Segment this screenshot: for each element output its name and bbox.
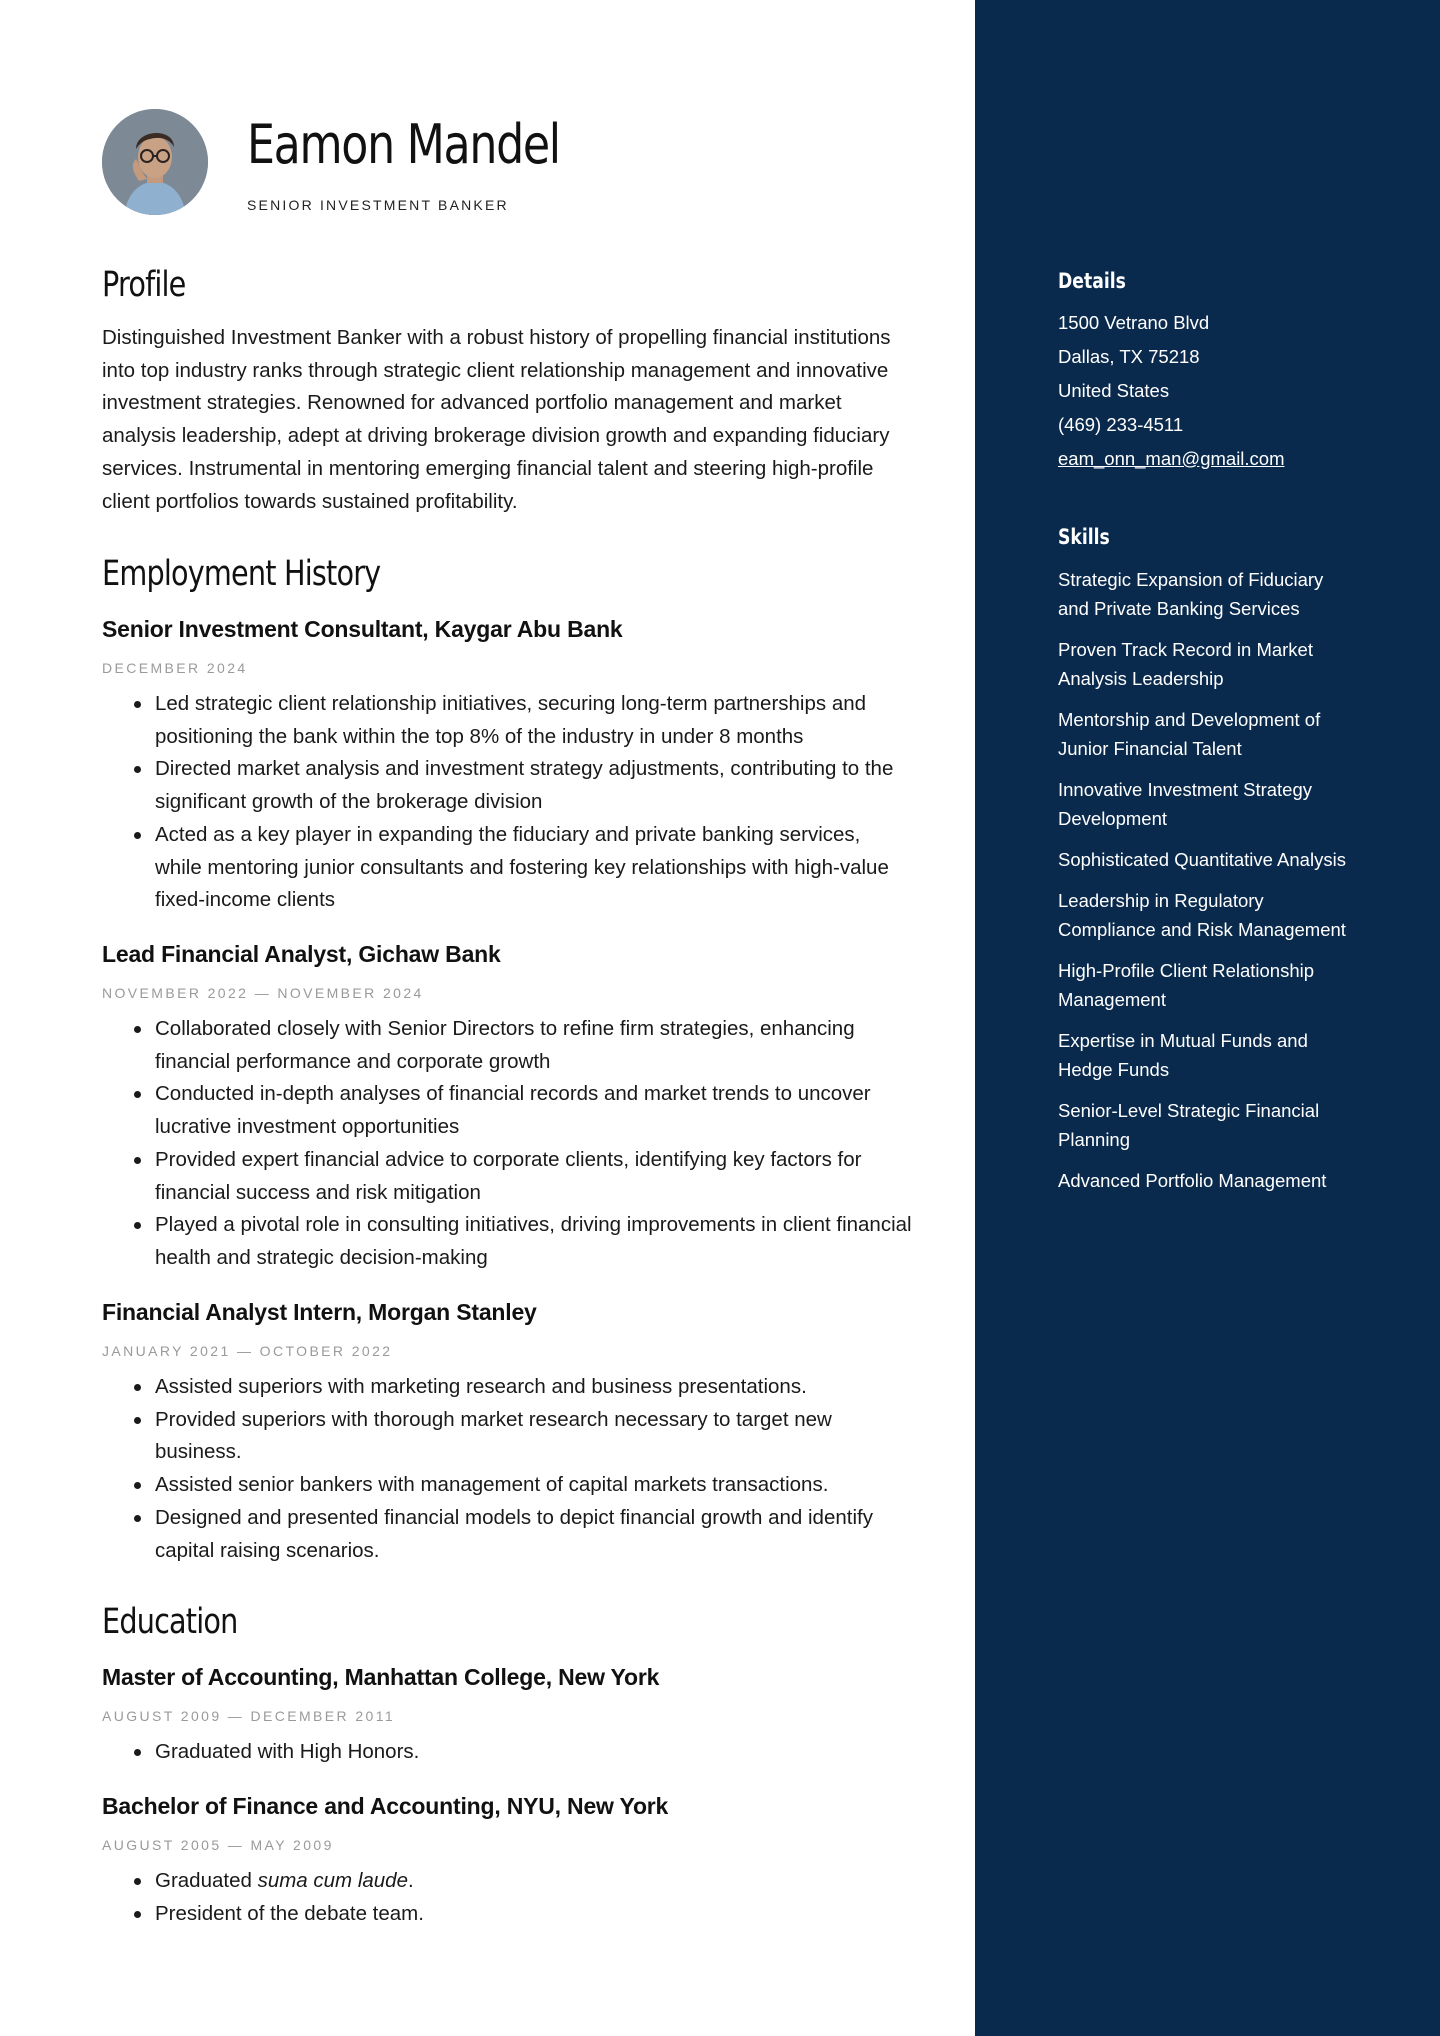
job-heading: Lead Financial Analyst, Gichaw Bank <box>102 941 501 967</box>
detail-phone: (469) 233-4511 <box>1058 414 1184 435</box>
skill-item: Strategic Expansion of Fiduciary and Private Banking Services <box>1058 569 1324 619</box>
list-item: President of the debate team. <box>102 1898 912 1931</box>
detail-email-link[interactable]: eam_onn_man@gmail.com <box>1058 448 1285 469</box>
education-bullets <box>102 1865 912 1930</box>
text-suffix: . <box>408 1869 414 1892</box>
education-date: AUGUST 2009 — DECEMBER 2011 <box>102 1708 396 1724</box>
list-item: Directed market analysis and investment strategy adjustments, contributing to the significant growth of the brokerage division <box>102 753 912 818</box>
skill-item: Proven Track Record in Market Analysis Leadership <box>1058 639 1313 689</box>
profile-text: Distinguished Investment Banker with a robust history of propelling financial institutions into top industry ranks through strategic client relationship management and innovative investment strategies. Renowned for advanced portfolio management and market analysis leadership, adept at driving brokerage division growth and expanding fiduciary services. Instrumental in mentoring emerging financial talent and steering high-profile client portfolios towards sustained profitability. <box>102 326 891 513</box>
education-heading-item: Master of Accounting, Manhattan College, New York <box>102 1664 660 1690</box>
resume-header <box>102 109 902 217</box>
education-heading: Education <box>102 1602 238 1642</box>
job-date: JANUARY 2021 — OCTOBER 2022 <box>102 1343 393 1359</box>
job-bullets <box>102 1013 912 1275</box>
avatar <box>102 109 208 215</box>
skills-list <box>1058 565 1358 1195</box>
profile-heading: Profile <box>102 265 186 305</box>
list-item: Provided superiors with thorough market research necessary to target new business. <box>102 1404 912 1469</box>
detail-address: 1500 Vetrano Blvd <box>1058 312 1210 333</box>
list-item: Conducted in-depth analyses of financial records and market trends to uncover lucrative investment opportunities <box>102 1078 912 1143</box>
skill-item: Innovative Investment Strategy Development <box>1058 779 1312 829</box>
list-item: Graduated with High Honors. <box>102 1736 912 1769</box>
job-heading: Senior Investment Consultant, Kaygar Abu Bank <box>102 616 623 642</box>
skill-item: High-Profile Client Relationship Management <box>1058 960 1315 1010</box>
job-heading: Financial Analyst Intern, Morgan Stanley <box>102 1299 537 1325</box>
list-item <box>102 1865 912 1898</box>
list-item: Assisted senior bankers with management of capital markets transactions. <box>102 1469 912 1502</box>
list-item: Designed and presented financial models to depict financial growth and identify capital raising scenarios. <box>102 1502 912 1567</box>
list-item: Led strategic client relationship initiatives, securing long-term partnerships and positioning the bank within the top 8% of the industry in under 8 months <box>102 688 912 753</box>
list-item: Played a pivotal role in consulting initiatives, driving improvements in client financial health and strategic decision-making <box>102 1209 912 1274</box>
education-bullets <box>102 1736 912 1769</box>
skills-heading: Skills <box>1058 525 1110 549</box>
skill-item: Senior-Level Strategic Financial Planning <box>1058 1100 1320 1150</box>
skill-item: Mentorship and Development of Junior Financial Talent <box>1058 709 1321 759</box>
detail-city: Dallas, TX 75218 <box>1058 346 1200 367</box>
job-bullets <box>102 1371 912 1567</box>
candidate-job-title: SENIOR INVESTMENT BANKER <box>247 197 509 213</box>
candidate-name: Eamon Mandel <box>247 113 560 176</box>
skill-item: Expertise in Mutual Funds and Hedge Funds <box>1058 1030 1308 1080</box>
avatar-photo-icon <box>102 109 208 215</box>
job-date: NOVEMBER 2022 — NOVEMBER 2024 <box>102 985 424 1001</box>
text-prefix: Graduated <box>155 1869 258 1892</box>
detail-country: United States <box>1058 380 1170 401</box>
job-bullets <box>102 688 912 917</box>
job-date: DECEMBER 2024 <box>102 660 248 676</box>
list-item: Provided expert financial advice to corporate clients, identifying key factors for financial success and risk mitigation <box>102 1144 912 1209</box>
honors-emphasis: suma cum laude <box>257 1869 408 1892</box>
education-date: AUGUST 2005 — MAY 2009 <box>102 1837 334 1853</box>
list-item: Acted as a key player in expanding the fiduciary and private banking services, while mentoring junior consultants and fostering key relationships with high-value fixed-income clients <box>102 819 912 917</box>
skill-item: Advanced Portfolio Management <box>1058 1170 1327 1191</box>
skill-item: Leadership in Regulatory Compliance and Risk Management <box>1058 890 1346 940</box>
education-heading-item: Bachelor of Finance and Accounting, NYU, New York <box>102 1793 669 1819</box>
list-item: Assisted superiors with marketing research and business presentations. <box>102 1371 912 1404</box>
employment-heading: Employment History <box>102 554 381 594</box>
list-item: Collaborated closely with Senior Directors to refine firm strategies, enhancing financial performance and corporate growth <box>102 1013 912 1078</box>
details-heading: Details <box>1058 269 1126 293</box>
skill-item: Sophisticated Quantitative Analysis <box>1058 849 1346 870</box>
